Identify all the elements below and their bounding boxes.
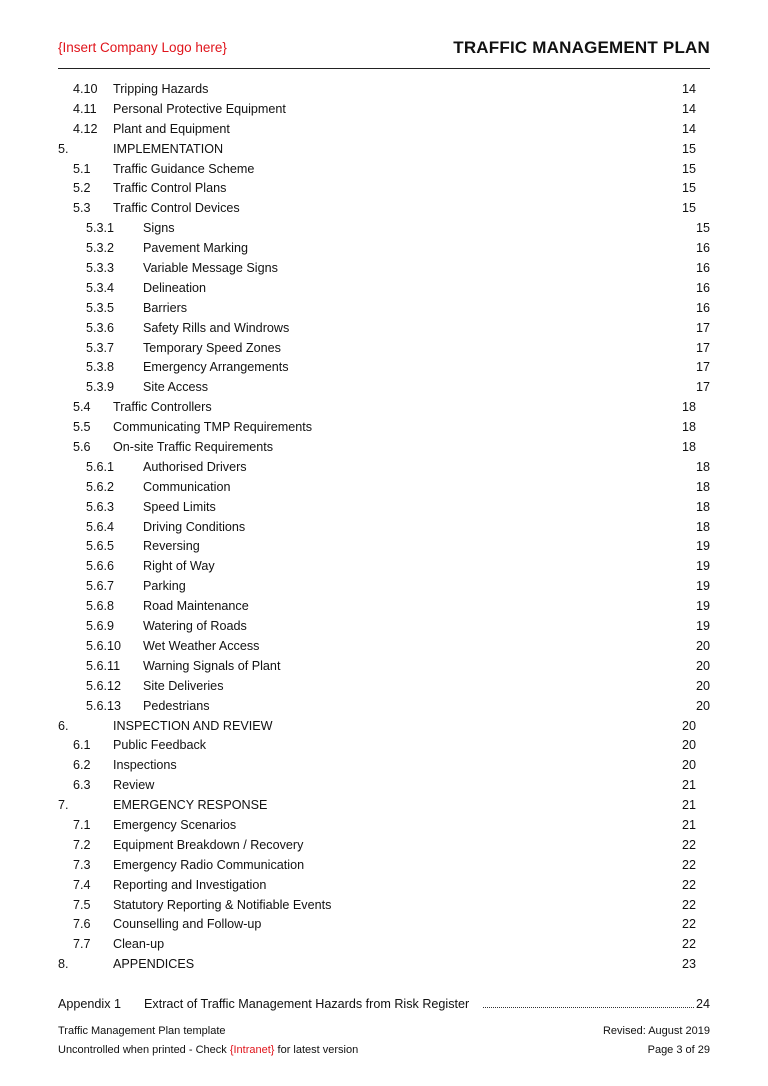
toc-entry-number: 7.4	[73, 877, 91, 892]
toc-entry-page: 18	[681, 420, 696, 435]
toc-entry[interactable]	[58, 537, 710, 557]
toc-entry[interactable]	[58, 657, 710, 677]
toc-entry-number: 5.3.4	[86, 280, 115, 295]
toc-entry[interactable]	[58, 339, 710, 359]
footer-uncontrolled-note: Uncontrolled when printed - Check {Intranet} for latest version	[58, 1044, 359, 1056]
toc-entry[interactable]	[58, 199, 710, 219]
toc-entry-number: 5.3.9	[86, 380, 115, 395]
toc-entry-number: 5.6.5	[86, 539, 115, 554]
toc-entry-number: 5.6.7	[86, 579, 115, 594]
toc-entry[interactable]	[58, 717, 710, 737]
toc-entry-page: 22	[681, 897, 696, 912]
toc-entry[interactable]	[58, 120, 710, 140]
table-of-contents	[58, 80, 710, 975]
toc-entry-title: Communicating TMP Requirements	[113, 420, 313, 435]
toc-entry-number: 5.	[58, 141, 69, 156]
toc-entry-page: 19	[695, 599, 710, 614]
toc-entry-page: 14	[681, 101, 696, 116]
toc-entry-page: 20	[695, 638, 710, 653]
toc-entry[interactable]	[58, 935, 710, 955]
toc-entry[interactable]	[58, 398, 710, 418]
toc-entry-title: Emergency Radio Communication	[113, 857, 305, 872]
toc-entry-title: Site Deliveries	[143, 678, 224, 693]
toc-entry[interactable]	[58, 557, 710, 577]
toc-entry-number: 5.6.4	[86, 519, 115, 534]
toc-entry-page: 16	[695, 300, 710, 315]
toc-entry-number: 5.3.1	[86, 221, 115, 236]
toc-entry-title: Traffic Controllers	[113, 400, 212, 415]
toc-entry-page: 15	[681, 181, 696, 196]
toc-entry[interactable]	[58, 478, 710, 498]
toc-entry-number: 5.6.6	[86, 559, 115, 574]
toc-entry-number: 5.6.12	[86, 678, 122, 693]
toc-entry-number: 7.1	[73, 817, 91, 832]
toc-entry[interactable]	[58, 816, 710, 836]
toc-entry-page: 21	[681, 817, 696, 832]
toc-entry-page: 21	[681, 798, 696, 813]
toc-entry-page: 16	[695, 241, 710, 256]
toc-entry-number: 5.6.2	[86, 479, 115, 494]
toc-entry-title: Reversing	[143, 539, 200, 554]
toc-entry[interactable]	[58, 836, 710, 856]
toc-entry-number: 5.6	[73, 440, 91, 455]
toc-entry[interactable]	[58, 179, 710, 199]
toc-entry-number: 5.6.8	[86, 599, 115, 614]
toc-entry-title: Public Feedback	[113, 738, 207, 753]
toc-entry-number: 6.	[58, 718, 69, 733]
toc-entry-page: 20	[695, 678, 710, 693]
toc-entry[interactable]	[58, 259, 710, 279]
toc-entry[interactable]	[58, 776, 710, 796]
toc-entry[interactable]	[58, 219, 710, 239]
toc-entry-page: 20	[681, 758, 696, 773]
toc-entry[interactable]	[58, 239, 710, 259]
toc-entry[interactable]	[58, 358, 710, 378]
toc-entry-page: 18	[695, 519, 710, 534]
intranet-placeholder: {Intranet}	[229, 1044, 275, 1056]
toc-entry[interactable]	[58, 458, 710, 478]
toc-entry[interactable]	[58, 876, 710, 896]
toc-entry-number: 5.4	[73, 400, 91, 415]
toc-entry[interactable]	[58, 498, 710, 518]
toc-entry-page: 14	[681, 121, 696, 136]
company-logo-placeholder: {Insert Company Logo here}	[58, 40, 227, 55]
toc-entry-number: 8.	[58, 957, 69, 972]
toc-entry[interactable]	[58, 319, 710, 339]
toc-entry-title: Reporting and Investigation	[113, 877, 267, 892]
toc-entry-page: 22	[681, 837, 696, 852]
toc-entry-page: 22	[681, 937, 696, 952]
toc-appendix-entry[interactable]	[58, 994, 710, 1014]
toc-entry-title: Equipment Breakdown / Recovery	[113, 837, 304, 852]
toc-entry-number: 4.12	[73, 121, 98, 136]
toc-entry[interactable]	[58, 756, 710, 776]
toc-entry[interactable]	[58, 100, 710, 120]
toc-entry-title: Wet Weather Access	[143, 638, 260, 653]
toc-entry-page: 19	[695, 579, 710, 594]
toc-entry[interactable]	[58, 438, 710, 458]
toc-entry-title: Communication	[143, 479, 231, 494]
toc-entry-page: 17	[695, 340, 710, 355]
toc-entry-title: Parking	[143, 579, 186, 594]
toc-entry-title: Signs	[143, 221, 175, 236]
toc-entry-page: 15	[695, 221, 710, 236]
toc-entry-number: 7.3	[73, 857, 91, 872]
toc-entry-number: 5.3.2	[86, 241, 115, 256]
toc-entry-page: 21	[681, 778, 696, 793]
toc-entry-number: 5.6.9	[86, 619, 115, 634]
toc-entry[interactable]	[58, 736, 710, 756]
toc-entry-title: Temporary Speed Zones	[143, 340, 281, 355]
toc-entry-page: 18	[681, 400, 696, 415]
toc-entry-page: 19	[695, 539, 710, 554]
toc-entry-page: 18	[681, 440, 696, 455]
toc-entry[interactable]	[58, 299, 710, 319]
toc-entry-number: 5.6.13	[86, 698, 122, 713]
toc-entry-page: 18	[695, 479, 710, 494]
toc-entry-title: Site Access	[143, 380, 209, 395]
footer-template-name: Traffic Management Plan template	[58, 1025, 226, 1037]
toc-entry-page: 22	[681, 917, 696, 932]
toc-entry-page: 18	[695, 499, 710, 514]
toc-entry-title: Variable Message Signs	[143, 261, 278, 276]
toc-entry[interactable]	[58, 279, 710, 299]
toc-entry-page: 19	[695, 619, 710, 634]
toc-entry[interactable]	[58, 80, 710, 100]
toc-entry-title: Tripping Hazards	[113, 82, 209, 96]
toc-entry-number: 5.3.3	[86, 261, 115, 276]
toc-entry-title: Authorised Drivers	[143, 459, 247, 474]
toc-entry-page: 22	[681, 877, 696, 892]
toc-entry-number: 4.10	[73, 82, 98, 96]
toc-entry[interactable]	[58, 617, 710, 637]
toc-entry-title: Driving Conditions	[143, 519, 246, 534]
appendix-title: Extract of Traffic Management Hazards from Risk Register	[144, 997, 470, 1011]
toc-entry-title: EMERGENCY RESPONSE	[113, 798, 268, 813]
toc-entry-number: 5.3.5	[86, 300, 115, 315]
toc-entry[interactable]	[58, 518, 710, 538]
toc-entry-number: 5.3	[73, 201, 91, 216]
toc-entry-number: 5.6.11	[86, 658, 121, 673]
toc-entry-page: 17	[695, 360, 710, 375]
toc-entry[interactable]	[58, 796, 710, 816]
toc-entry-title: Watering of Roads	[143, 619, 247, 634]
toc-entry-number: 7.	[58, 798, 69, 813]
toc-entry-page: 22	[681, 857, 696, 872]
toc-entry-number: 6.2	[73, 758, 91, 773]
appendix-label: Appendix 1	[58, 997, 122, 1011]
toc-entry-number: 7.2	[73, 837, 91, 852]
toc-entry-page: 20	[681, 738, 696, 753]
toc-entry[interactable]	[58, 856, 710, 876]
toc-entry-title: Pedestrians	[143, 698, 210, 713]
toc-entry-page: 20	[695, 658, 710, 673]
toc-entry-title: Delineation	[143, 280, 207, 295]
toc-entry[interactable]	[58, 378, 710, 398]
toc-entry-page: 17	[695, 380, 710, 395]
toc-entry-number: 6.1	[73, 738, 91, 753]
toc-entry-page: 16	[695, 280, 710, 295]
toc-entry-title: Counselling and Follow-up	[113, 917, 262, 932]
toc-entry[interactable]	[58, 896, 710, 916]
toc-entry[interactable]	[58, 955, 710, 975]
toc-entry[interactable]	[58, 915, 710, 935]
toc-entry-title: IMPLEMENTATION	[113, 141, 224, 156]
footer-page-number: Page 3 of 29	[647, 1044, 710, 1056]
toc-entry[interactable]	[58, 597, 710, 617]
page-header	[58, 34, 710, 69]
toc-entry-title: Statutory Reporting & Notifiable Events	[113, 897, 332, 912]
toc-entry-page: 20	[681, 718, 696, 733]
toc-entry-page: 17	[695, 320, 710, 335]
toc-entry-title: Speed Limits	[143, 499, 216, 514]
dot-leader	[483, 1007, 694, 1008]
toc-entry-title: Review	[113, 778, 155, 793]
toc-entry-title: Plant and Equipment	[113, 121, 230, 136]
toc-entry-title: APPENDICES	[113, 957, 195, 972]
toc-entry[interactable]	[58, 637, 710, 657]
toc-entry[interactable]	[58, 160, 710, 180]
footer-revised-date: Revised: August 2019	[602, 1025, 710, 1037]
toc-entry-number: 5.3.6	[86, 320, 115, 335]
toc-entry-number: 5.1	[73, 161, 91, 176]
toc-entry-page: 16	[695, 261, 710, 276]
toc-entry[interactable]	[58, 697, 710, 717]
toc-entry-number: 5.6.1	[86, 459, 115, 474]
toc-entry-title: Pavement Marking	[143, 241, 248, 256]
toc-entry-title: Traffic Control Plans	[113, 181, 227, 196]
toc-entry-page: 14	[681, 82, 696, 96]
toc-entry-page: 15	[681, 201, 696, 216]
toc-entry[interactable]	[58, 418, 710, 438]
toc-entry-title: INSPECTION AND REVIEW	[113, 718, 273, 733]
toc-entry-page: 19	[695, 559, 710, 574]
toc-entry-number: 6.3	[73, 778, 91, 793]
toc-entry-title: Right of Way	[143, 559, 215, 574]
toc-entry-title: Emergency Scenarios	[113, 817, 237, 832]
toc-entry-number: 7.7	[73, 937, 91, 952]
toc-entry[interactable]	[58, 677, 710, 697]
toc-entry-number: 7.6	[73, 917, 91, 932]
toc-entry-title: Clean-up	[113, 937, 165, 952]
toc-entry-page: 15	[681, 141, 696, 156]
toc-entry-title: Emergency Arrangements	[143, 360, 289, 375]
document-title: TRAFFIC MANAGEMENT PLAN	[453, 38, 710, 57]
toc-entry-title: Warning Signals of Plant	[143, 658, 281, 673]
toc-entry-title: Inspections	[113, 758, 177, 773]
toc-entry-title: On-site Traffic Requirements	[113, 440, 274, 455]
toc-entry-number: 5.6.10	[86, 638, 122, 653]
toc-entry-title: Road Maintenance	[143, 599, 249, 614]
toc-entry-title: Traffic Control Devices	[113, 201, 240, 216]
toc-entry-page: 20	[695, 698, 710, 713]
toc-entry-number: 5.6.3	[86, 499, 115, 514]
toc-entry-page: 23	[681, 957, 696, 972]
toc-entry-title: Personal Protective Equipment	[113, 101, 286, 116]
toc-entry-number: 7.5	[73, 897, 91, 912]
toc-entry-title: Safety Rills and Windrows	[143, 320, 290, 335]
toc-entry[interactable]	[58, 140, 710, 160]
toc-entry[interactable]	[58, 577, 710, 597]
toc-entry-number: 5.2	[73, 181, 91, 196]
appendix-page-number: 24	[695, 997, 710, 1011]
toc-entry-page: 15	[681, 161, 696, 176]
toc-entry-number: 5.3.8	[86, 360, 115, 375]
toc-entry-title: Traffic Guidance Scheme	[113, 161, 255, 176]
toc-entry-number: 5.5	[73, 420, 91, 435]
toc-entry-number: 4.11	[73, 101, 97, 116]
toc-entry-number: 5.3.7	[86, 340, 115, 355]
toc-entry-page: 18	[695, 459, 710, 474]
toc-entry-title: Barriers	[143, 300, 188, 315]
